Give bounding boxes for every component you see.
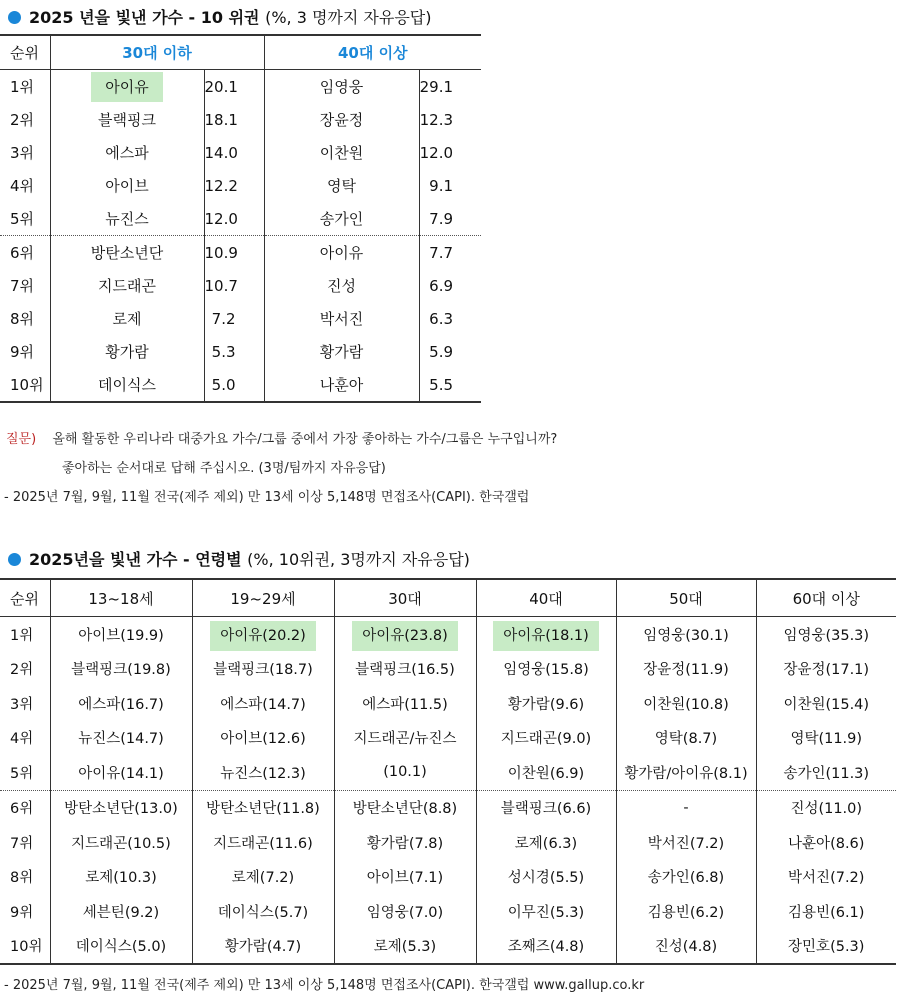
singer-cell-text: 아이브(19.9) (78, 627, 164, 644)
singer-cell (756, 721, 896, 756)
singer-cell-text: 박서진(7.2) (647, 835, 725, 852)
age-header: 60대 이상 (756, 579, 896, 617)
singer-cell-text: 아이브(12.6) (220, 731, 306, 748)
singer-cell-text: 이찬원(6.9) (507, 765, 585, 782)
table-row (0, 652, 896, 687)
table-row (0, 860, 896, 895)
singer-cell (334, 894, 476, 929)
under30-pct-cell (204, 202, 264, 236)
rank-cell-text: 5위 (10, 210, 35, 228)
under30-pct-cell (204, 136, 264, 169)
section1-subtitle: (%, 3 명까지 자유응답) (265, 8, 432, 27)
singer-cell (756, 755, 896, 790)
over40-name-cell-text: 아이유 (319, 244, 364, 262)
singer-cell-text: 임영웅(30.1) (643, 627, 729, 644)
singer-cell (334, 686, 476, 721)
singer-cell (476, 790, 616, 825)
singer-cell (192, 860, 334, 895)
singer-cell-text: 아이브(7.1) (366, 870, 444, 887)
singer-cell (756, 790, 896, 825)
over40-name-cell (264, 368, 419, 402)
rank-cell: 7위 (10, 835, 34, 852)
singer-cell-text: 아이유(14.1) (78, 765, 164, 782)
table-row (0, 103, 481, 136)
over40-pct-cell-text: 7.7 (429, 243, 454, 262)
singer-cell (616, 652, 756, 687)
over40-pct-cell (419, 302, 481, 335)
age-header: 30대 (334, 579, 476, 617)
over40-name-cell (264, 236, 419, 270)
rank-cell-text: 2위 (10, 111, 35, 129)
singer-cell-text: 송가인(11.3) (783, 765, 870, 782)
singer-cell (756, 860, 896, 895)
rank-cell-text: 1위 (10, 78, 35, 96)
singer-cell-text: 데이식스(5.0) (75, 939, 167, 956)
rank-cell-text: 10위 (10, 376, 44, 394)
over40-name-cell (264, 202, 419, 236)
rank-header: 순위 (0, 35, 50, 70)
singer-cell-text: 아이유(20.2) (210, 621, 316, 651)
over40-pct-cell-text: 6.9 (429, 276, 454, 295)
under30-pct-cell-text: 18.1 (204, 110, 238, 129)
singer-cell-text: 영탁(8.7) (654, 731, 718, 748)
singer-cell-text: (10.1) (383, 764, 427, 781)
under30-name-cell-text: 아이브 (105, 177, 149, 195)
singer-cell (616, 721, 756, 756)
rank-cell-text: 4위 (10, 177, 35, 195)
rank-cell: 5위 (10, 765, 34, 782)
singer-cell (616, 929, 756, 965)
singer-cell (616, 860, 756, 895)
over40-name-cell (264, 335, 419, 368)
singer-cell-text: 아이유(18.1) (493, 621, 599, 651)
singer-cell (192, 929, 334, 965)
over40-name-cell-text: 나훈아 (319, 376, 364, 394)
singer-cell-text: 영탁(11.9) (790, 731, 863, 748)
singer-cell-text: 장윤정(17.1) (783, 662, 870, 679)
table-row (0, 825, 896, 860)
singer-cell-text: 데이식스(5.7) (217, 904, 309, 921)
table-row (0, 136, 481, 169)
rank-cell (0, 70, 50, 104)
singer-cell (334, 790, 476, 825)
singer-cell (756, 617, 896, 652)
singer-cell-text: 장민호(5.3) (788, 939, 865, 956)
singer-cell-text: 임영웅(35.3) (783, 627, 870, 644)
singer-cell (50, 860, 192, 895)
under30-pct-cell-text: 10.7 (204, 276, 238, 295)
under30-pct-cell-text: 5.3 (211, 342, 236, 361)
age-header: 13~18세 (50, 579, 192, 617)
singer-cell (192, 790, 334, 825)
rank-cell (0, 269, 50, 302)
section2-subtitle: (%, 10위권, 3명까지 자유응답) (247, 550, 470, 569)
rank-cell: 6위 (0, 790, 50, 825)
over40-name-cell-text: 진성 (327, 277, 356, 295)
under30-name-cell (50, 302, 204, 335)
rank-cell (0, 236, 50, 270)
singer-cell (50, 617, 192, 652)
rank-cell (0, 302, 50, 335)
over40-name-cell-text: 임영웅 (319, 78, 364, 96)
under30-pct-cell-text: 14.0 (204, 143, 238, 162)
under30-pct-cell (204, 335, 264, 368)
singer-cell-text: 이찬원(15.4) (783, 696, 870, 713)
bullet-dot-icon (8, 11, 21, 24)
question-line-2: 좋아하는 순서대로 답해 주십시오. (3명/팀까지 자유응답) (62, 461, 386, 476)
singer-cell-text: 뉴진스(14.7) (78, 731, 164, 748)
over40-pct-cell (419, 70, 481, 104)
singer-cell (756, 686, 896, 721)
table-row (0, 755, 896, 790)
over40-pct-cell-text: 5.5 (429, 375, 454, 394)
table-row (0, 617, 896, 652)
over40-pct-cell-text: 12.0 (419, 143, 454, 162)
over40-name-cell-text: 영탁 (327, 177, 356, 195)
under30-name-cell (50, 169, 204, 202)
under30-pct-cell (204, 70, 264, 104)
over40-name-cell (264, 169, 419, 202)
singer-cell (476, 825, 616, 860)
singer-cell-text: 블랙핑크(19.8) (71, 662, 171, 679)
singer-cell (756, 652, 896, 687)
table-row (0, 721, 896, 756)
rank-cell: 3위 (10, 696, 34, 713)
age-header: 50대 (616, 579, 756, 617)
under30-name-cell (50, 103, 204, 136)
over40-pct-cell-text: 7.9 (429, 209, 454, 228)
singer-cell-text: 방탄소년단(13.0) (64, 801, 178, 818)
rank-cell (0, 202, 50, 236)
singer-cell-text: 진성(11.0) (790, 801, 863, 818)
under30-pct-cell (204, 269, 264, 302)
over40-header: 40대 이상 (264, 35, 481, 70)
singer-cell-text: 성시경(5.5) (507, 870, 585, 887)
over40-pct-cell-text: 5.9 (429, 342, 454, 361)
singer-cell (616, 790, 756, 825)
singer-cell-text: 로제(5.3) (373, 939, 437, 956)
rank-cell-text: 6위 (10, 244, 35, 262)
singer-cell-text: 방탄소년단(8.8) (352, 801, 458, 818)
singer-cell (756, 825, 896, 860)
rank-cell (0, 169, 50, 202)
singer-cell-text: 로제(6.3) (514, 835, 578, 852)
singer-cell (476, 894, 616, 929)
singer-cell-text: 에스파(14.7) (220, 696, 306, 713)
singer-cell (756, 929, 896, 965)
singer-cell (50, 929, 192, 965)
singer-cell (50, 825, 192, 860)
source-note-1: - 2025년 7월, 9월, 11월 전국(제주 제외) 만 13세 이상 5,148명 면접조사(CAPI). 한국갤럽 (4, 490, 530, 505)
bullet-dot-icon (8, 553, 21, 566)
singer-cell (476, 721, 616, 756)
under30-pct-cell-text: 5.0 (211, 375, 236, 394)
over40-name-cell (264, 70, 419, 104)
singer-cell (50, 652, 192, 687)
over40-name-cell-text: 이찬원 (319, 144, 364, 162)
rank-header: 순위 (0, 579, 50, 617)
singer-cell (616, 686, 756, 721)
singer-cell-text: 김용빈(6.1) (788, 904, 865, 921)
rank-cell (0, 136, 50, 169)
singer-cell-text: 장윤정(11.9) (643, 662, 729, 679)
singer-cell-text: 이찬원(10.8) (643, 696, 729, 713)
singer-cell (192, 894, 334, 929)
section1-title: 2025 년을 빛낸 가수 - 10 위권 (%, 3 명까지 자유응답) (8, 4, 432, 32)
rank-cell-text: 3위 (10, 144, 35, 162)
singer-cell (50, 721, 192, 756)
table-row (0, 70, 481, 104)
singer-cell-text: 지드래곤/뉴진스 (353, 731, 457, 748)
singer-cell (50, 790, 192, 825)
rank-cell (0, 103, 50, 136)
table-row (0, 269, 481, 302)
singer-cell-text: 에스파(11.5) (362, 696, 448, 713)
over40-pct-cell (419, 136, 481, 169)
singer-cell (616, 755, 756, 790)
table-row (0, 894, 896, 929)
table-row (0, 686, 896, 721)
singer-cell (334, 721, 476, 756)
singer-cell (50, 686, 192, 721)
singer-cell (192, 652, 334, 687)
singer-cell-text: 지드래곤(9.0) (500, 731, 592, 748)
singer-cell (50, 755, 192, 790)
over40-pct-cell (419, 335, 481, 368)
source-note-2: - 2025년 7월, 9월, 11월 전국(제주 제외) 만 13세 이상 5,148명 면접조사(CAPI). 한국갤럽 www.gallup.co.kr (4, 978, 645, 993)
singer-cell-text: 로제(7.2) (231, 870, 295, 887)
singer-cell (756, 894, 896, 929)
table-row (0, 790, 896, 825)
table-row (0, 169, 481, 202)
under30-name-cell-text: 황가람 (105, 343, 149, 361)
under30-name-cell-text: 로제 (112, 310, 142, 328)
singer-cell (476, 860, 616, 895)
age-header: 19~29세 (192, 579, 334, 617)
singer-cell-text: 황가람(7.8) (366, 835, 444, 852)
singer-cell (476, 652, 616, 687)
singer-cell (616, 617, 756, 652)
singer-cell-text: 블랙핑크(6.6) (500, 801, 592, 818)
singer-cell (476, 617, 616, 652)
over40-pct-cell (419, 103, 481, 136)
rank-cell (0, 335, 50, 368)
over40-name-cell (264, 136, 419, 169)
over40-pct-cell-text: 9.1 (429, 176, 454, 195)
over40-pct-cell-text: 6.3 (429, 309, 454, 328)
singer-cell-text: 나훈아(8.6) (788, 835, 865, 852)
singer-cell-text: 세븐틴(9.2) (82, 904, 160, 921)
rank-cell-text: 9위 (10, 343, 35, 361)
under30-name-cell (50, 368, 204, 402)
singer-cell (334, 929, 476, 965)
singer-cell (50, 894, 192, 929)
under30-name-cell-text: 에스파 (105, 144, 149, 162)
question-line-1: 올해 활동한 우리나라 대중가요 가수/그룹 중에서 가장 좋아하는 가수/그룹은 누구입니까? (52, 432, 558, 447)
under30-pct-cell (204, 236, 264, 270)
singer-cell-text: 아이유(23.8) (352, 621, 458, 651)
over40-pct-cell (419, 368, 481, 402)
singer-cell (192, 825, 334, 860)
singer-cell-text: 황가람(4.7) (224, 939, 302, 956)
singer-cell (334, 860, 476, 895)
table-row (0, 335, 481, 368)
rank-cell: 4위 (10, 731, 34, 748)
singer-cell-text: 김용빈(6.2) (647, 904, 725, 921)
singer-cell-text: 임영웅(7.0) (366, 904, 444, 921)
rank-cell (0, 368, 50, 402)
under30-name-cell (50, 236, 204, 270)
under30-pct-cell-text: 7.2 (211, 309, 236, 328)
section2-title: 2025년을 빛낸 가수 - 연령별 (%, 10위권, 3명까지 자유응답) (8, 546, 470, 574)
under30-name-cell (50, 136, 204, 169)
over40-name-cell-text: 황가람 (319, 343, 364, 361)
over40-name-cell-text: 송가인 (319, 210, 364, 228)
under30-header: 30대 이하 (50, 35, 264, 70)
over40-name-cell-text: 박서진 (319, 310, 364, 328)
singer-cell-text: 방탄소년단(11.8) (206, 801, 320, 818)
question-note (6, 428, 557, 447)
over40-pct-cell (419, 202, 481, 236)
singer-cell (334, 617, 476, 652)
age-header: 40대 (476, 579, 616, 617)
table-row (0, 929, 896, 965)
singer-cell-text: 임영웅(15.8) (503, 662, 589, 679)
singer-cell-text: 로제(10.3) (85, 870, 157, 887)
under30-name-cell (50, 70, 204, 104)
singer-cell-text: 황가람(9.6) (507, 696, 585, 713)
under30-pct-cell-text: 10.9 (204, 243, 238, 262)
singer-cell (616, 825, 756, 860)
over40-name-cell (264, 302, 419, 335)
table-row (0, 368, 481, 402)
singer-cell (476, 686, 616, 721)
rank-cell: 9위 (10, 904, 34, 921)
singer-cell-text: 뉴진스(12.3) (220, 765, 306, 782)
under30-pct-cell-text: 12.0 (204, 209, 238, 228)
over40-pct-cell-text: 12.3 (419, 110, 454, 129)
singer-cell (192, 721, 334, 756)
under30-name-cell-text: 지드래곤 (98, 277, 156, 295)
over40-pct-cell (419, 169, 481, 202)
singer-cell (476, 755, 616, 790)
singer-cell (616, 894, 756, 929)
under30-name-cell-text: 블랙핑크 (98, 111, 156, 129)
singer-cell (476, 929, 616, 965)
rank-cell: 8위 (10, 870, 34, 887)
under30-name-cell-text: 데이식스 (98, 376, 156, 394)
table-row (0, 302, 481, 335)
under30-pct-cell-text: 20.1 (204, 77, 238, 96)
singer-cell-text: 지드래곤(10.5) (71, 835, 171, 852)
singer-cell-text: 진성(4.8) (654, 939, 718, 956)
under30-pct-cell-text: 12.2 (204, 176, 238, 195)
under30-pct-cell (204, 302, 264, 335)
singer-cell-text: 지드래곤(11.6) (213, 835, 313, 852)
under30-name-cell (50, 269, 204, 302)
over40-pct-cell-text: 29.1 (419, 77, 454, 96)
under30-pct-cell (204, 169, 264, 202)
singer-cell-text: 송가인(6.8) (647, 870, 725, 887)
singer-cell-text: 블랙핑크(18.7) (213, 662, 313, 679)
singer-cell-text: 박서진(7.2) (788, 870, 865, 887)
over40-pct-cell (419, 236, 481, 270)
question-label: 질문) (6, 432, 37, 447)
singer-cell (192, 617, 334, 652)
under30-pct-cell (204, 103, 264, 136)
singer-cell (192, 686, 334, 721)
rank-cell-text: 8위 (10, 310, 35, 328)
under30-name-cell-text: 아이유 (91, 72, 162, 102)
singer-cell (334, 755, 476, 790)
top10-table (0, 34, 481, 403)
singer-cell-text: 이무진(5.3) (507, 904, 585, 921)
rank-cell-text: 7위 (10, 277, 35, 295)
under30-name-cell-text: 방탄소년단 (90, 244, 164, 262)
singer-cell-text: 에스파(16.7) (78, 696, 164, 713)
rank-cell: 2위 (10, 662, 34, 679)
rank-cell: 1위 (10, 627, 34, 644)
singer-cell (192, 755, 334, 790)
over40-name-cell-text: 장윤정 (319, 111, 364, 129)
age-group-table (0, 578, 896, 965)
singer-cell-text: - (683, 799, 689, 816)
under30-pct-cell (204, 368, 264, 402)
under30-name-cell (50, 335, 204, 368)
singer-cell (334, 652, 476, 687)
under30-name-cell (50, 202, 204, 236)
singer-cell-text: 블랙핑크(16.5) (355, 662, 455, 679)
singer-cell-text: 황가람/아이유(8.1) (624, 765, 748, 782)
over40-name-cell (264, 269, 419, 302)
table-row (0, 202, 481, 236)
singer-cell-text: 조째즈(4.8) (507, 939, 585, 956)
table-row (0, 236, 481, 270)
rank-cell: 10위 (10, 939, 43, 956)
under30-name-cell-text: 뉴진스 (105, 210, 149, 228)
over40-pct-cell (419, 269, 481, 302)
singer-cell (334, 825, 476, 860)
over40-name-cell (264, 103, 419, 136)
